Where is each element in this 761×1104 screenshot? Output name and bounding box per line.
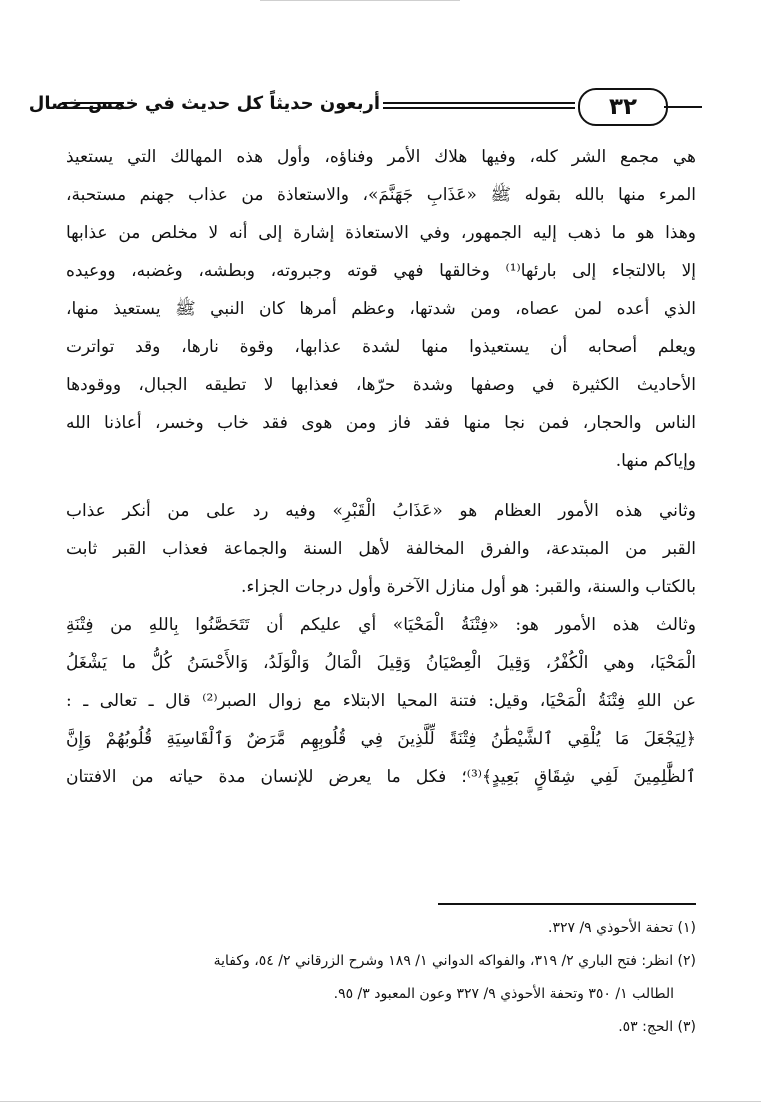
body-line: إلا بالالتجاء إلى بارئها⁽¹⁾ وخالقها فهي قوته وجبروته، وبطشه، وغضبه، ووعيده [66, 261, 696, 281]
body-line: عن اللهِ فِتْنَةُ الْمَحْيَا، وقيل: فتنة المحيا الابتلاء مع زوال الصبر⁽²⁾ قال ـ تعالى ـ : [66, 691, 696, 711]
scan-edge-line [0, 1101, 761, 1102]
body-line: وثاني هذه الأمور العظام هو «عَذَابُ الْقَبْرِ» وفيه رد على من أنكر عذاب [66, 501, 696, 521]
header-rule-middle [383, 102, 575, 109]
body-line: الناس والحجار، فمن نجا منها فقد فاز ومن هوى فقد خاب وخسر، أعاذنا الله [66, 413, 696, 433]
header-rule-right [664, 106, 702, 108]
footnote-continuation: الطالب ١/ ٣٥٠ وتحفة الأحوذي ٩/ ٣٢٧ وعون المعبود ٣/ ٩٥. [333, 986, 674, 1002]
body-line: ويعلم أصحابه أن يستعيذوا منها لشدة عذابها، وقوة نارها، وقد تواترت [66, 337, 696, 357]
body-line: وثالث هذه الأمور هو: «فِتْنَةُ الْمَحْيَا» أي عليكم أن تَتَحَصَّنُوا بِاللهِ من فِتْنَةِ [66, 615, 696, 635]
page-header [28, 88, 702, 128]
quran-verse-line: ﴿لِيَجْعَلَ مَا يُلْقِي ٱلشَّيْطَٰنُ فِتْنَةً لِّلَّذِينَ فِي قُلُوبِهِم مَّرَضٌ وَٱلْقَاسِيَةِ قُلُوبُهُمْ وَإِنَّ [66, 729, 696, 749]
body-line: القبر من المبتدعة، والفرق المخالفة لأهل السنة والجماعة فعذاب القبر ثابت [66, 539, 696, 559]
scan-edge-line [260, 0, 460, 1]
body-line: بالكتاب والسنة، والقبر: هو أول منازل الآخرة وأول درجات الجزاء. [241, 577, 696, 597]
body-line: هي مجمع الشر كله، وفيها هلاك الأمر وفناؤه، وأول هذه المهالك التي يستعيذ [66, 147, 696, 167]
footnote: (٣) الحج: ٥٣. [618, 1019, 696, 1035]
body-line: الْمَحْيَا، وهي الْكُفْرُ، وَقِيلَ الْعِصْيَانُ وَقِيلَ الْمَالُ وَالْوَلَدُ، وَالأَحْسَنُ كُلُّ ما يَشْغَلُ [66, 653, 696, 673]
body-line: ٱلظَّٰلِمِينَ لَفِي شِقَاقٍ بَعِيدٍ﴾⁽³⁾؛ فكل ما يعرض للإنسان مدة حياته من الافتتان [66, 767, 696, 787]
body-line: الأحاديث الكثيرة في وصفها وشدة حرّها، فعذابها لا تطيقه الجبال، ووقودها [66, 375, 696, 395]
body-line: وهذا هو ما ذهب إليه الجمهور، وفي الاستعاذة إشارة إلى أنه لا مخلص من عذابها [66, 223, 696, 243]
footnotes [66, 912, 696, 1044]
body-line: المرء منها بالله بقوله ﷺ «عَذَابِ جَهَنَّمَ»، والاستعاذة من عذاب جهنم مستحبة، [66, 185, 696, 205]
running-title: أربعون حديثاً كل حديث في خمس خصال [28, 93, 380, 114]
footnote-separator [438, 903, 696, 905]
page-number: ٣٢ [578, 88, 668, 126]
body-line: وإياكم منها. [615, 451, 696, 471]
footnote: (١) تحفة الأحوذي ٩/ ٣٢٧. [547, 920, 696, 936]
footnote: (٢) انظر: فتح الباري ٢/ ٣١٩، والفواكه الدواني ١/ ١٨٩ وشرح الزرقاني ٢/ ٥٤، وكفاية [213, 953, 696, 969]
body-text [66, 138, 696, 796]
body-line: الذي أعده لمن عصاه، ومن شدتها، وعظم أمرها كان النبي ﷺ يستعيذ منها، [66, 299, 696, 319]
